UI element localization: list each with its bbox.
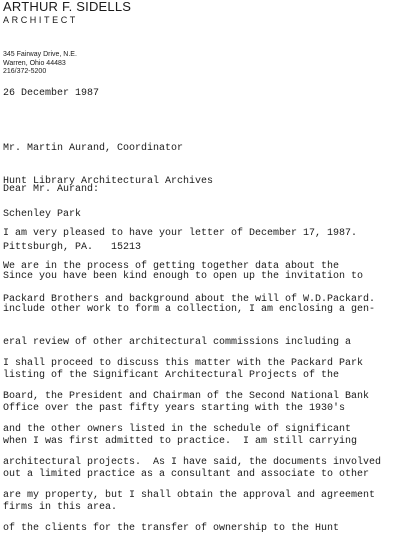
text-line: We are in the process of getting together data about the <box>3 261 340 272</box>
text-line: I am very pleased to have your letter of December 17, 1987. <box>3 228 358 239</box>
paragraph-3 <box>3 336 381 545</box>
letterhead-name: ARTHUR F. SIDELLS <box>3 0 132 14</box>
text-line: and the other owners listed in the schedule of significant <box>3 424 352 435</box>
recipient-line: Pittsburgh, PA. 15213 <box>3 242 142 253</box>
address-line: 345 Fairway Drive, N.E. <box>3 51 77 58</box>
text-line: Since you have been kind enough to open up the invitation to <box>3 271 364 282</box>
text-line: I shall proceed to discuss this matter with the Packard Park <box>3 358 364 369</box>
address-line: Warren, Ohio 44483 <box>3 59 66 67</box>
recipient-line: Mr. Martin Aurand, Coordinator <box>3 143 184 154</box>
recipient-line: Hunt Library Architectural Archives <box>3 176 214 187</box>
text-line: listing of the Significant Architectural Projects of the <box>3 370 340 381</box>
text-line: Board, the President and Chairman of the Second National Bank <box>3 391 370 402</box>
text-line: eral review of other architectural commissions including a <box>3 337 352 348</box>
text-line: of the clients for the transfer of ownership to the Hunt <box>3 523 340 534</box>
text-line: include other work to form a collection, I am enclosing a gen- <box>3 304 376 315</box>
recipient-line: Schenley Park <box>3 209 82 220</box>
text-line: Packard Brothers and background about the will of W.D.Packard. <box>3 294 376 305</box>
text-line: Office over the past fifty years starting with the 1930's <box>3 403 346 414</box>
text-line: are my property, but I shall obtain the approval and agreement <box>3 490 376 501</box>
text-line: firms in this area. <box>3 502 118 513</box>
letterhead-title: ARCHITECT <box>3 15 78 25</box>
letter-date: 26 December 1987 <box>3 88 100 99</box>
salutation: Dear Mr. Aurand: <box>3 184 100 195</box>
letterhead-address <box>3 51 77 77</box>
address-phone: 216/372-5200 <box>3 68 47 75</box>
text-line: out a limited practice as a consultant and associate to other <box>3 469 370 480</box>
text-line: architectural projects. As I have said, the documents involved <box>3 457 382 468</box>
text-line: when I was first admitted to practice. I am still carrying <box>3 436 358 447</box>
